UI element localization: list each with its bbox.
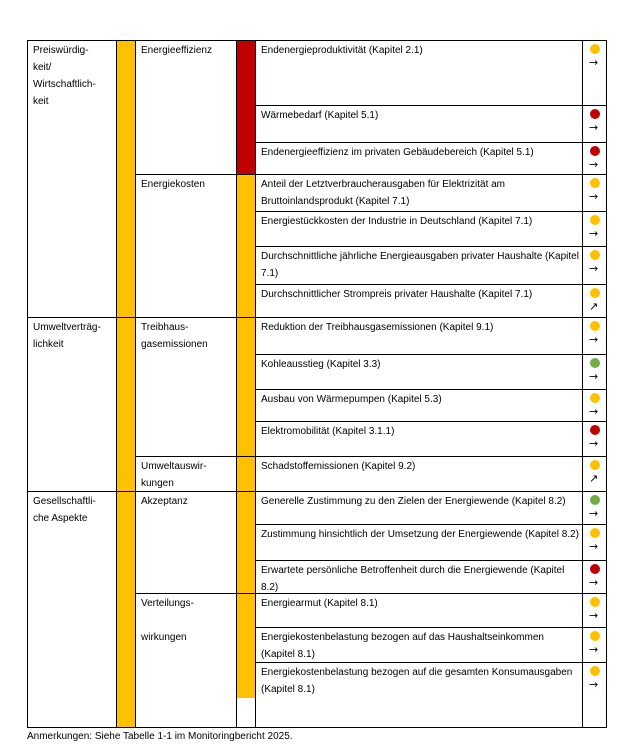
category-label: Preiswürdig- keit/ Wirtschaftlich- keit xyxy=(33,45,96,107)
status-dot xyxy=(590,425,600,435)
status-dot xyxy=(590,44,600,54)
grid-line xyxy=(255,142,607,143)
trend-arrow-icon: → xyxy=(589,576,599,589)
status-dot xyxy=(590,178,600,188)
status-dot xyxy=(590,358,600,368)
status-dot xyxy=(590,109,600,119)
status-dot xyxy=(590,666,600,676)
indicator-label: Wärmebedarf (Kapitel 5.1) xyxy=(261,110,379,121)
grid-line xyxy=(255,211,607,212)
trend-arrow-icon: → xyxy=(589,190,599,203)
status-dot xyxy=(590,528,600,538)
status-dot xyxy=(590,215,600,225)
indicator-label: Durchschnittliche jährliche Energieausgaben privater Haushalte (Kapitel 7.1) xyxy=(261,251,579,279)
grid-line xyxy=(255,105,607,106)
subcategory-label: Energieeffizienz xyxy=(141,45,212,56)
trend-arrow-icon: ↗ xyxy=(589,472,599,485)
indicator-label: Reduktion der Treibhausgasemissionen (Kapitel 9.1) xyxy=(261,322,494,333)
trend-arrow-icon: → xyxy=(589,56,599,69)
subcategory-band xyxy=(236,40,255,174)
grid-line xyxy=(255,456,607,457)
indicator-label: Erwartete persönliche Betroffenheit durch die Energiewende (Kapitel 8.2) xyxy=(261,565,565,593)
trend-arrow-icon: → xyxy=(589,437,599,450)
grid-line xyxy=(255,284,607,285)
category-label: Umweltverträg- lichkeit xyxy=(33,322,101,350)
grid-line xyxy=(582,40,583,728)
grid-line xyxy=(255,40,256,728)
status-dot xyxy=(590,597,600,607)
status-dot xyxy=(590,393,600,403)
grid-line xyxy=(255,389,607,390)
trend-arrow-icon: → xyxy=(589,227,599,240)
indicator-label: Ausbau von Wärmepumpen (Kapitel 5.3) xyxy=(261,394,442,405)
indicator-label: Kohleausstieg (Kapitel 3.3) xyxy=(261,359,381,370)
subcategory-label: Umweltauswir- kungen xyxy=(141,461,207,489)
subcategory-label: Energiekosten xyxy=(141,179,205,190)
trend-arrow-icon: → xyxy=(589,158,599,171)
grid-line xyxy=(255,491,607,492)
grid-line xyxy=(27,40,28,728)
trend-arrow-icon: → xyxy=(589,643,599,656)
subcategory-band xyxy=(236,174,255,317)
indicator-label: Energiekostenbelastung bezogen auf das Haushaltseinkommen (Kapitel 8.1) xyxy=(261,632,544,660)
trend-arrow-icon: → xyxy=(589,507,599,520)
grid-line xyxy=(255,524,607,525)
grid-line xyxy=(135,40,136,728)
trend-arrow-icon: → xyxy=(589,333,599,346)
grid-line xyxy=(116,40,117,728)
grid-line xyxy=(255,246,607,247)
indicator-label: Anteil der Letztverbraucherausgaben für Elektrizität am Bruttoinlandsprodukt (Kapitel 7.1) xyxy=(261,179,506,207)
status-dot xyxy=(590,495,600,505)
indicator-label: Generelle Zustimmung zu den Zielen der Energiewende (Kapitel 8.2) xyxy=(261,496,566,507)
status-dot xyxy=(590,631,600,641)
status-dot xyxy=(590,146,600,156)
category-band xyxy=(116,40,135,728)
indicator-label: Energiestückkosten der Industrie in Deutschland (Kapitel 7.1) xyxy=(261,216,533,227)
trend-arrow-icon: → xyxy=(589,678,599,691)
indicator-label: Durchschnittlicher Strompreis privater Haushalte (Kapitel 7.1) xyxy=(261,289,533,300)
grid-line xyxy=(27,727,607,728)
indicator-label: Energiearmut (Kapitel 8.1) xyxy=(261,598,378,609)
status-dot xyxy=(590,288,600,298)
grid-line xyxy=(27,40,607,41)
indicator-label: Schadstoffemissionen (Kapitel 9.2) xyxy=(261,461,416,472)
indicator-label: Endenergieproduktivität (Kapitel 2.1) xyxy=(261,45,423,56)
trend-arrow-icon: → xyxy=(589,405,599,418)
grid-line xyxy=(255,560,607,561)
status-dot xyxy=(590,250,600,260)
grid-line xyxy=(255,421,607,422)
trend-arrow-icon: → xyxy=(589,540,599,553)
subcategory-label: Akzeptanz xyxy=(141,496,188,507)
grid-line xyxy=(255,317,607,318)
status-dot xyxy=(590,564,600,574)
grid-line xyxy=(255,174,607,175)
subcategory-label: Verteilungs- wirkungen xyxy=(141,598,194,643)
table-note: Anmerkungen: Siehe Tabelle 1-1 im Monitoringbericht 2025. xyxy=(27,731,293,742)
trend-arrow-icon: → xyxy=(589,121,599,134)
indicator-label: Endenergieeffizienz im privaten Gebäudebereich (Kapitel 5.1) xyxy=(261,147,534,158)
subcategory-label: Treibhaus- gasemissionen xyxy=(141,322,208,350)
trend-arrow-icon: → xyxy=(589,370,599,383)
indicator-label: Zustimmung hinsichtlich der Umsetzung der Energiewende (Kapitel 8.2) xyxy=(261,529,579,540)
trend-arrow-icon: ↗ xyxy=(589,300,599,313)
trend-arrow-icon: → xyxy=(589,609,599,622)
grid-line xyxy=(255,627,607,628)
indicator-label: Elektromobilität (Kapitel 3.1.1) xyxy=(261,426,395,437)
grid-line xyxy=(255,354,607,355)
grid-line xyxy=(606,40,607,728)
indicator-label: Energiekostenbelastung bezogen auf die gesamten Konsumausgaben (Kapitel 8.1) xyxy=(261,667,573,695)
status-dot xyxy=(590,460,600,470)
status-dot xyxy=(590,321,600,331)
assessment-table xyxy=(27,40,607,728)
category-label: Gesellschaftli- che Aspekte xyxy=(33,496,96,524)
trend-arrow-icon: → xyxy=(589,262,599,275)
